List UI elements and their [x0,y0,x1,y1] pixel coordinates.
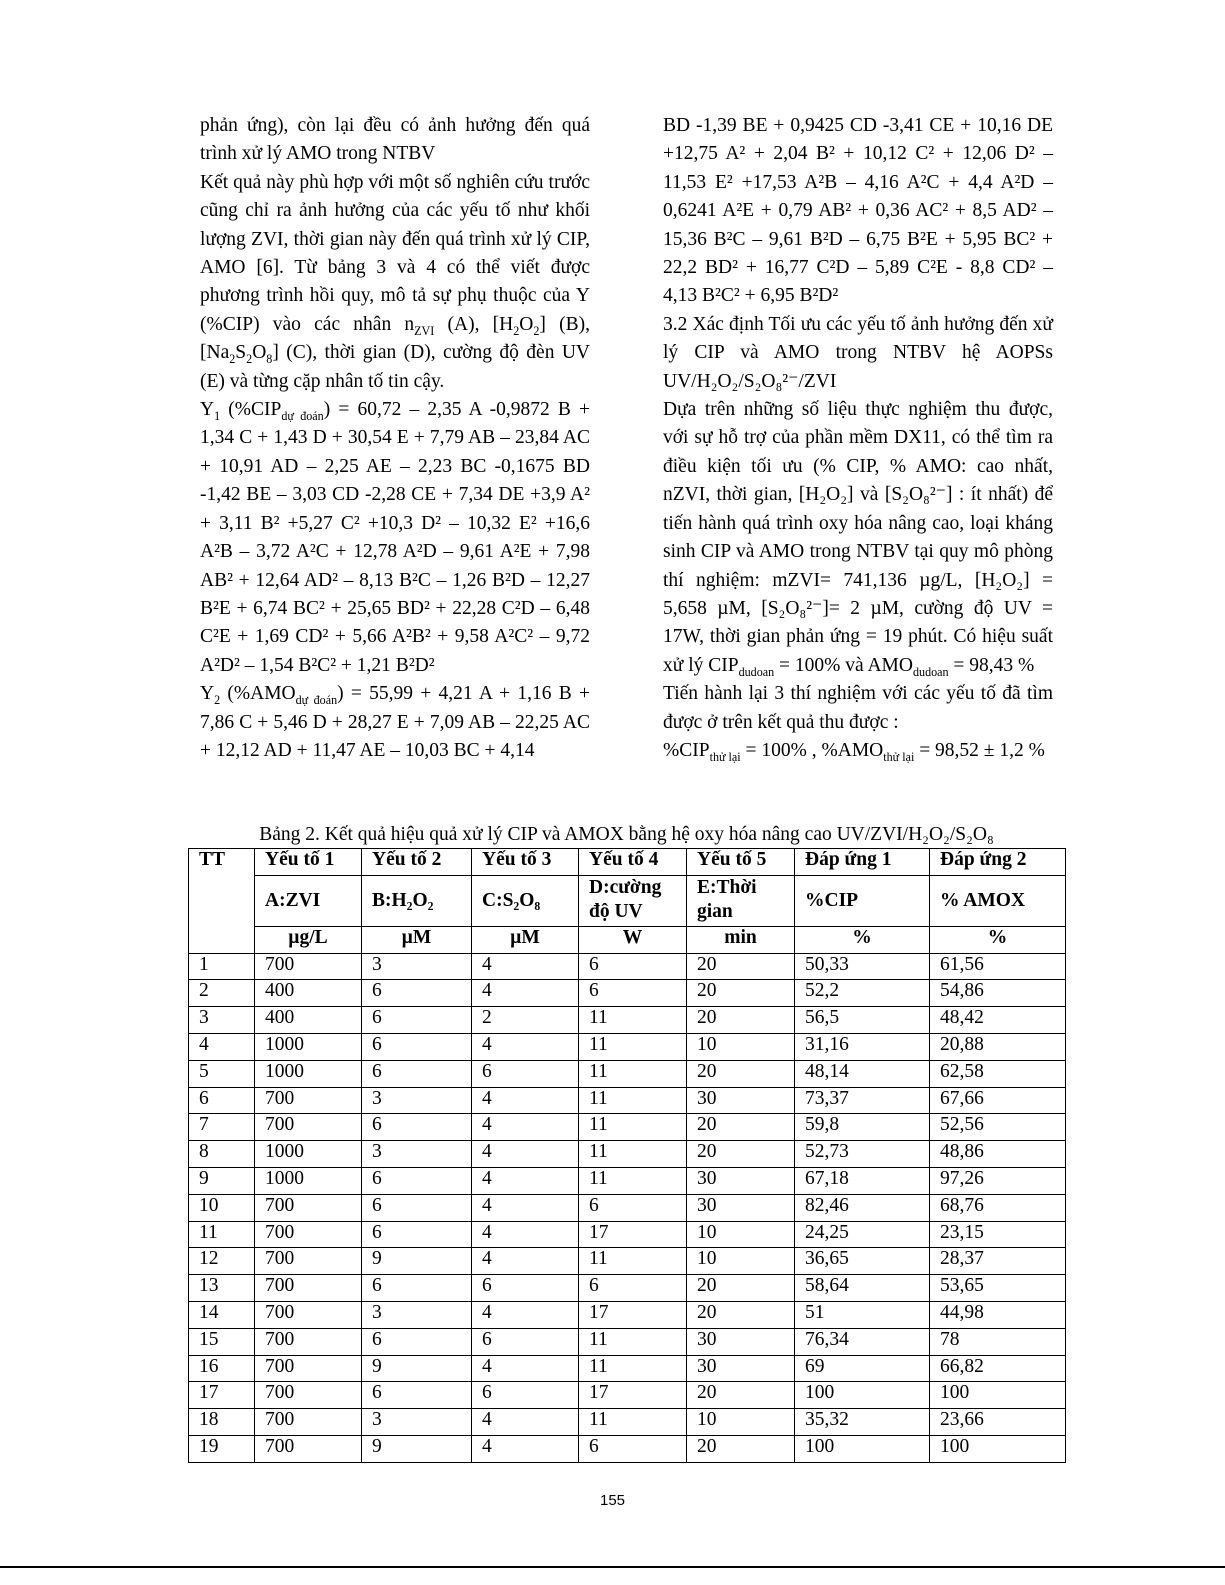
table-cell: 1000 [255,1033,362,1060]
table-header-cell: Đáp ứng 2 [930,849,1066,876]
table-cell: 15 [189,1328,255,1355]
table-cell: 18 [189,1409,255,1436]
table-cell: 23,66 [930,1409,1066,1436]
table-cell: 48,42 [930,1007,1066,1034]
table-cell: 20 [687,1060,795,1087]
table-row [189,1275,1066,1302]
table-cell: 54,86 [930,980,1066,1007]
equation-amo: $Y_2$ $(\%AMO_{dự đoán}) = 55,99 + 4,21$ A + 1,16 B + 7,86 C + 5,46 D + 28,27 E + 7,09 AB – 22,25 AC + 12,12 AD + 11,47 AE – 10,03 BC + 4,14 [200,683,590,761]
table-cell: 4 [472,1167,579,1194]
table-cell: 10 [687,1409,795,1436]
table-cell: 51 [795,1301,930,1328]
table-cell: 4 [472,1301,579,1328]
table-row [189,1007,1066,1034]
table-cell: 23,15 [930,1221,1066,1248]
table-cell: 6 [362,1221,472,1248]
table-cell: 69 [795,1355,930,1382]
table-header-cell: % AMOX [930,875,1066,926]
table-cell: 7 [189,1114,255,1141]
table-cell: 6 [579,953,687,980]
table-header-cell: Yếu tố 1 [255,849,362,876]
table-cell: 6 [362,1033,472,1060]
table-cell: 700 [255,1382,362,1409]
table-cell: 6 [579,1194,687,1221]
table-cell: 11 [579,1167,687,1194]
table-row [189,1382,1066,1409]
table-cell: 20 [687,1141,795,1168]
table-cell: 17 [579,1301,687,1328]
table-cell: 67,18 [795,1167,930,1194]
results-table [188,848,1066,1463]
table-cell: 4 [472,980,579,1007]
table-cell: 4 [472,1248,579,1275]
table-cell: 20 [687,1382,795,1409]
table-cell: 9 [362,1355,472,1382]
table-cell: 13 [189,1275,255,1302]
paragraph-retest: Tiến hành lại 3 thí nghiệm với các yếu tố đã tìm được ở trên kết quả thu được : [663,683,1053,733]
table-cell: 97,26 [930,1167,1066,1194]
table-cell: 4 [472,1221,579,1248]
table-cell: 30 [687,1328,795,1355]
table-cell: 44,98 [930,1301,1066,1328]
table-cell: 11 [579,1141,687,1168]
left-column [200,112,590,765]
table-cell: 20 [687,1275,795,1302]
table-header-row-factors [189,849,1066,876]
table-cell: 1000 [255,1167,362,1194]
table-cell: 6 [362,1328,472,1355]
table-row [189,1167,1066,1194]
table-cell: 9 [189,1167,255,1194]
table-cell: 6 [579,1435,687,1462]
table-cell: 68,76 [930,1194,1066,1221]
table-cell: 6 [362,1060,472,1087]
table-cell: 66,82 [930,1355,1066,1382]
table-row [189,980,1066,1007]
table-cell: 52,73 [795,1141,930,1168]
table-cell: 20,88 [930,1033,1066,1060]
table-cell: 48,14 [795,1060,930,1087]
table-cell: 400 [255,980,362,1007]
table-cell: 10 [687,1221,795,1248]
table-cell: 20 [687,1435,795,1462]
table-cell: 67,66 [930,1087,1066,1114]
table-cell: 12 [189,1248,255,1275]
table-cell: 6 [472,1275,579,1302]
table-cell: 6 [579,980,687,1007]
table-cell: 700 [255,1435,362,1462]
paragraph-regression: Kết quả này phù hợp với một số nghiên cứu trước cũng chỉ ra ảnh hưởng của các yếu tố như khối lượng ZVI, thời gian này đến quá trình xử lý CIP, AMO [6]. Từ bảng 3 và 4 có thể viết được phương trình hồi quy, mô tả sự phụ thuộc của Y (%CIP) vào các nhân $n_{ZVI}$ (A), $[H_2O_2]$ (B), $[Na_2S_2O_8]$ (C), thời gian (D), cường độ đèn UV (E) và từng cặp nhân tố tin cậy. [200,171,590,392]
table-cell: 6 [362,980,472,1007]
table-cell: 6 [472,1328,579,1355]
table-cell: 11 [579,1033,687,1060]
table-cell: 10 [189,1194,255,1221]
table-header-row-units [189,926,1066,953]
table-cell: 11 [189,1221,255,1248]
table-cell: 28,37 [930,1248,1066,1275]
table-cell: 1000 [255,1060,362,1087]
table-cell: 11 [579,1409,687,1436]
table-row [189,1301,1066,1328]
table-cell: 6 [472,1060,579,1087]
table-cell: 76,34 [795,1328,930,1355]
table-header-cell: %CIP [795,875,930,926]
table-header-cell-empty [189,926,255,953]
table-cell: 62,58 [930,1060,1066,1087]
table-cell: 78 [930,1328,1066,1355]
table-header-cell-empty [189,875,255,926]
table-cell: 52,2 [795,980,930,1007]
table-cell: 700 [255,1301,362,1328]
table-unit-cell: W [579,926,687,953]
right-column [663,112,1053,765]
table-cell: 100 [930,1382,1066,1409]
table-row [189,1409,1066,1436]
table-cell: 17 [189,1382,255,1409]
table-cell: 9 [362,1248,472,1275]
table-row [189,1114,1066,1141]
table-cell: 3 [362,1301,472,1328]
table-cell: 30 [687,1194,795,1221]
retest-result: $\%CIP_{thử lại} = 100\%$ , $\%AMO_{thử lại} = 98,52 \pm 1,2$ % [663,739,1045,764]
table-row [189,953,1066,980]
table-cell: 6 [579,1275,687,1302]
table-cell: 11 [579,1248,687,1275]
table-cell: 19 [189,1435,255,1462]
table-cell: 6 [189,1087,255,1114]
table-cell: 3 [362,1087,472,1114]
footer-rule [0,1566,1225,1568]
table-cell: 56,5 [795,1007,930,1034]
table-header-cell: C:S₂O₈ [472,875,579,926]
table-cell: 5 [189,1060,255,1087]
table-cell: 82,46 [795,1194,930,1221]
table-cell: 36,65 [795,1248,930,1275]
table-header-cell: Yếu tố 2 [362,849,472,876]
table-cell: 700 [255,1275,362,1302]
table-cell: 30 [687,1087,795,1114]
table-row [189,1033,1066,1060]
table-cell: 700 [255,1328,362,1355]
table-cell: 6 [362,1167,472,1194]
equation-amo-continued: BD -1,39 BE + 0,9425 CD -3,41 CE + 10,16 DE +12,75 A² + 2,04 B² + 10,12 C² + 12,06 D² – 11,53 E² +17,53 A²B – 4,16 A²C + 4,4 A²D – 0,6241 A²E + 0,79 AB² + 0,36 AC² + 8,5 AD² – 15,36 B²C – 9,61 B²D – 6,75 B²E + 5,95 BC² + 22,2 BD² + 16,77 C²D – 5,89 C²E - 8,8 CD² – 4,13 B²C² + 6,95 B²D² [663,115,1053,307]
table-cell: 59,8 [795,1114,930,1141]
table-unit-cell: µM [362,926,472,953]
table-cell: 2 [189,980,255,1007]
table-cell: 4 [472,1435,579,1462]
table-cell: 30 [687,1167,795,1194]
table-cell: 4 [189,1033,255,1060]
table-cell: 6 [362,1007,472,1034]
paragraph-optimization: Dựa trên những số liệu thực nghiệm thu được, với sự hỗ trợ của phần mềm DX11, có thể tìm ra điều kiện tối ưu (% CIP, % AMO: cao nhất, nZVI, thời gian, [H₂O₂] và [S₂O₈²⁻] : ít nhất) để tiến hành quá trình oxy hóa nâng cao, loại kháng sinh CIP và AMO trong NTBV tại quy mô phòng thí nghiệm: mZVI= 741,136 µg/L, [H₂O₂] = 5,658 µM, [S₂O₈²⁻]= 2 µM, cường độ UV = 17W, thời gian phản ứng = 19 phút. Có hiệu suất xử lý $CIP_{dudoan} = 100\%$ và $AMO_{dudoan} = 98,43$ % [663,399,1053,679]
table-cell: 8 [189,1141,255,1168]
table-header-cell: D:cường độ UV [579,875,687,926]
table-cell: 1000 [255,1141,362,1168]
table-header-cell: Đáp ứng 1 [795,849,930,876]
table-cell: 30 [687,1355,795,1382]
table-row [189,1060,1066,1087]
table-cell: 3 [362,1409,472,1436]
table-cell: 100 [795,1435,930,1462]
table-cell: 3 [189,1007,255,1034]
table-unit-cell: µM [472,926,579,953]
table-cell: 400 [255,1007,362,1034]
table-cell: 31,16 [795,1033,930,1060]
table-cell: 20 [687,1114,795,1141]
table-cell: 58,64 [795,1275,930,1302]
table-unit-cell: % [930,926,1066,953]
table-cell: 4 [472,1087,579,1114]
table-cell: 24,25 [795,1221,930,1248]
table-header-row-variables [189,875,1066,926]
table-row [189,1328,1066,1355]
paragraph-intro: phản ứng), còn lại đều có ảnh hưởng đến quá trình xử lý AMO trong NTBV [200,115,590,165]
table-row [189,1221,1066,1248]
table-cell: 52,56 [930,1114,1066,1141]
table-row [189,1435,1066,1462]
table-cell: 100 [930,1435,1066,1462]
table-cell: 14 [189,1301,255,1328]
table-cell: 700 [255,1355,362,1382]
table-cell: 20 [687,980,795,1007]
table-cell: 700 [255,1087,362,1114]
table-cell: 4 [472,1141,579,1168]
table-cell: 11 [579,1007,687,1034]
table-row [189,1355,1066,1382]
table-cell: 61,56 [930,953,1066,980]
table-row [189,1194,1066,1221]
table-cell: 4 [472,1114,579,1141]
table-cell: 17 [579,1221,687,1248]
table-unit-cell: min [687,926,795,953]
table-cell: 10 [687,1033,795,1060]
table-cell: 6 [362,1114,472,1141]
table-row [189,1087,1066,1114]
table-cell: 73,37 [795,1087,930,1114]
table-header-cell: B:H₂O₂ [362,875,472,926]
table-cell: 20 [687,1301,795,1328]
table-cell: 4 [472,1409,579,1436]
table-cell: 700 [255,1194,362,1221]
table-cell: 4 [472,1033,579,1060]
table-header-cell: Yếu tố 4 [579,849,687,876]
table-cell: 4 [472,953,579,980]
table-caption: Bảng 2. Kết quả hiệu quả xử lý CIP và AMOX bằng hệ oxy hóa nâng cao UV/ZVI/H₂O₂/S₂O₈ [259,824,994,845]
page-number: 155 [599,1492,626,1509]
table-cell: 1 [189,953,255,980]
table-cell: 3 [362,953,472,980]
table-cell: 6 [362,1194,472,1221]
equation-cip: $Y_1$ $(\%CIP_{dự đoán}) = 60,72 - 2,35$ A -0,9872 B + 1,34 C + 1,43 D + 30,54 E + 7,79 AB – 23,84 AC + 10,91 AD – 2,25 AE – 2,23 BC -0,1675 BD -1,42 BE – 3,03 CD -2,28 CE + 7,34 DE +3,9 A² + 3,11 B² +5,27 C² +10,3 D² – 10,32 E² +16,6 A²B – 3,72 A²C + 12,78 A²D – 9,61 A²E + 7,98 AB² + 12,64 AD² – 8,13 B²C – 1,26 B²D – 12,27 B²E + 6,74 BC² + 25,65 BD² + 22,28 C²D – 6,48 C²E + 1,69 CD² + 5,66 A²B² + 9,58 A²C² – 9,72 A²D² – 1,54 B²C² + 1,21 B²D² [200,399,590,676]
table-unit-cell: % [795,926,930,953]
table-cell: 11 [579,1087,687,1114]
table-cell: 53,65 [930,1275,1066,1302]
table-cell: 6 [362,1275,472,1302]
table-cell: 100 [795,1382,930,1409]
table-cell: 2 [472,1007,579,1034]
table-header-cell: E:Thời gian [687,875,795,926]
table-header-cell: A:ZVI [255,875,362,926]
table-cell: 11 [579,1328,687,1355]
table-cell: 10 [687,1248,795,1275]
table-cell: 3 [362,1141,472,1168]
table-row [189,1141,1066,1168]
table-unit-cell: µg/L [255,926,362,953]
table-header-cell: Yếu tố 3 [472,849,579,876]
table-cell: 6 [472,1382,579,1409]
table-cell: 11 [579,1114,687,1141]
table-cell: 35,32 [795,1409,930,1436]
section-heading: 3.2 Xác định Tối ưu các yếu tố ảnh hưởng đến xử lý CIP và AMO trong NTBV hệ AOPSs UV/H₂O₂/S₂O₈²⁻/ZVI [663,313,1053,392]
table-row [189,1248,1066,1275]
table-cell: 11 [579,1060,687,1087]
table-cell: 6 [362,1382,472,1409]
table-cell: 700 [255,953,362,980]
table-cell: 16 [189,1355,255,1382]
table-cell: 48,86 [930,1141,1066,1168]
table-cell: 700 [255,1409,362,1436]
table-cell: 20 [687,1007,795,1034]
table-cell: 50,33 [795,953,930,980]
table-cell: 700 [255,1248,362,1275]
table-cell: 17 [579,1382,687,1409]
table-cell: 20 [687,953,795,980]
table-cell: 9 [362,1435,472,1462]
table-cell: 4 [472,1194,579,1221]
table-cell: 700 [255,1114,362,1141]
table-cell: 11 [579,1355,687,1382]
table-header-cell: TT [189,849,255,876]
table-cell: 4 [472,1355,579,1382]
table-header-cell: Yếu tố 5 [687,849,795,876]
table-cell: 700 [255,1221,362,1248]
